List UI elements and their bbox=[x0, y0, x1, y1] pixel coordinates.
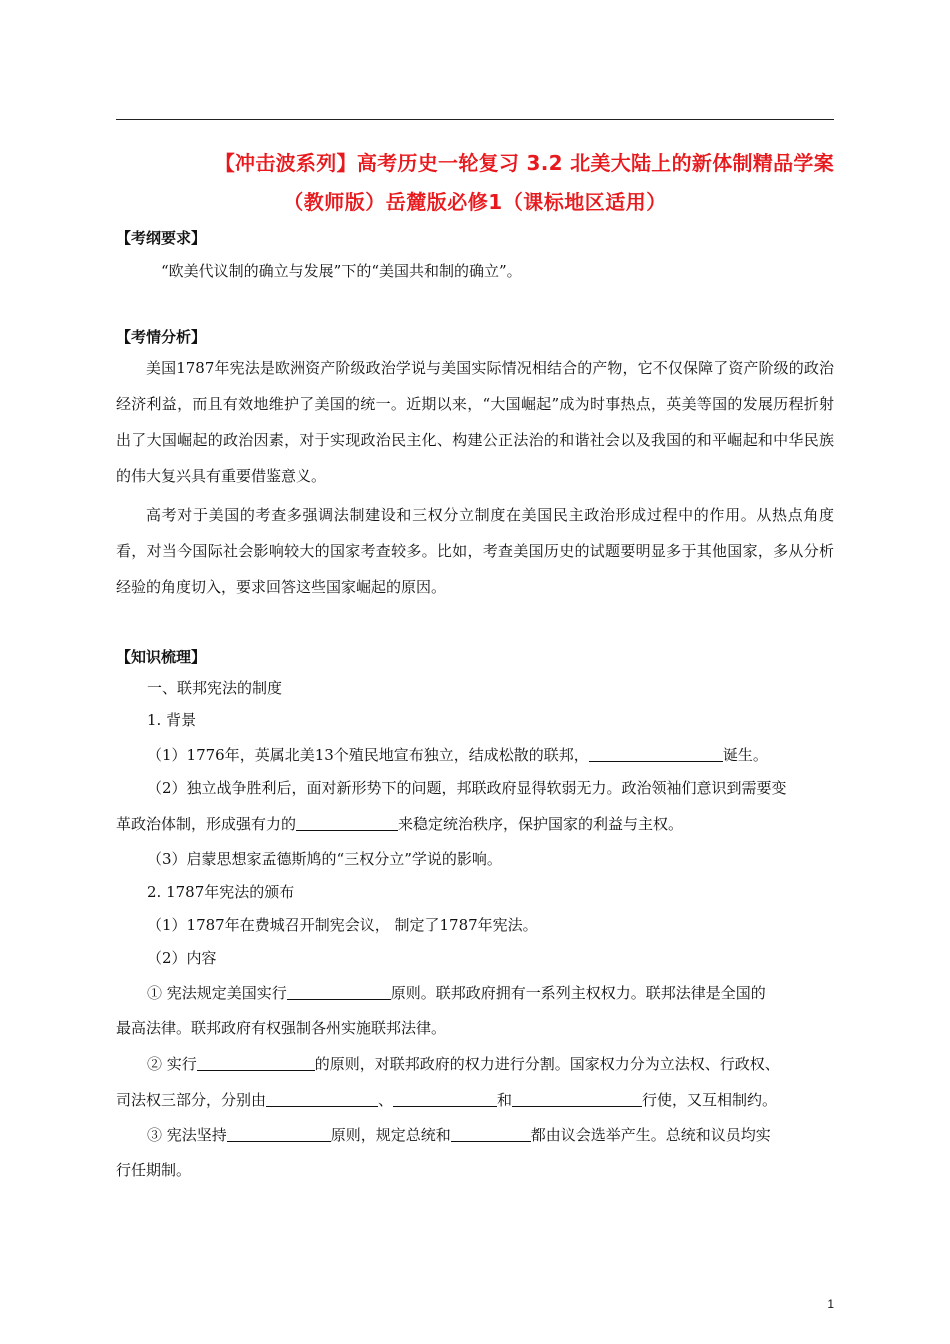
fill-blank[interactable] bbox=[512, 1090, 642, 1107]
content-point-1-line-2: 最高法律。联邦政府有权强制各州实施联邦法律。 bbox=[116, 1019, 447, 1037]
page-number: 1 bbox=[827, 1297, 834, 1311]
background-point-1 bbox=[147, 745, 768, 765]
title-line-2: （教师版）岳麓版必修1（课标地区适用） bbox=[283, 190, 667, 214]
background-point-2-line-1: （2）独立战争胜利后，面对新形势下的问题，邦联政府显得软弱无力。政治领袖们意识到需要变 bbox=[147, 779, 787, 797]
content-point-2-line-2 bbox=[116, 1090, 777, 1110]
background-point-3: （3）启蒙思想家孟德斯鸠的“三权分立”学说的影响。 bbox=[147, 850, 502, 868]
background-point-2-line-2 bbox=[116, 814, 683, 834]
content-point-2-line-1 bbox=[147, 1054, 780, 1074]
text-segment: ① 宪法规定美国实行 bbox=[147, 984, 287, 1002]
fill-blank[interactable] bbox=[296, 814, 398, 831]
text-segment: ③ 宪法坚持 bbox=[147, 1126, 227, 1144]
text-segment: 和 bbox=[497, 1091, 513, 1109]
text-segment: 来稳定统治秩序，保护国家的利益与主权。 bbox=[398, 815, 684, 833]
title-line-1: 【冲击波系列】高考历史一轮复习 3.2 北美大陆上的新体制精品学案 bbox=[214, 151, 834, 175]
content-point-1-line-1 bbox=[147, 983, 766, 1003]
text-segment: 、 bbox=[378, 1091, 394, 1109]
fill-blank[interactable] bbox=[287, 983, 391, 1000]
section-heading-syllabus: 【考纲要求】 bbox=[116, 229, 207, 247]
fill-blank[interactable] bbox=[589, 745, 723, 762]
text-segment: （1）1776年，英属北美13个殖民地宣布独立，结成松散的联邦， bbox=[147, 746, 589, 764]
analysis-paragraph-2: 高考对于美国的考查多强调法制建设和三权分立制度在美国民主政治形成过程中的作用。从热点角度看，对当今国际社会影响较大的国家考查较多。比如，考查美国历史的试题要明显多于其他国家，多从分析经验的角度切入，要求回答这些国家崛起的原因。 bbox=[116, 506, 834, 596]
analysis-paragraph-1: 美国1787年宪法是欧洲资产阶级政治学说与美国实际情况相结合的产物，它不仅保障了资产阶级的政治经济利益，而且有效地维护了美国的统一。近期以来，“大国崛起”成为时事热点，英美等国的发展历程折射出了大国崛起的政治因素，对于实现政治民主化、构建公正法治的和谐社会以及我国的和平崛起和中华民族的伟大复兴具有重要借鉴意义。 bbox=[116, 359, 834, 485]
fill-blank[interactable] bbox=[266, 1090, 378, 1107]
text-segment: 诞生。 bbox=[722, 746, 768, 764]
text-segment: 革政治体制，形成强有力的 bbox=[116, 815, 297, 833]
fill-blank[interactable] bbox=[197, 1054, 315, 1071]
text-segment: 原则。联邦政府拥有一系列主权权力。联邦法律是全国的 bbox=[390, 984, 766, 1002]
fill-blank[interactable] bbox=[393, 1090, 497, 1107]
constitution-point-2: （2）内容 bbox=[147, 949, 217, 967]
constitution-point-1: （1）1787年在费城召开制宪会议， 制定了1787年宪法。 bbox=[147, 916, 538, 934]
item-background: 1. 背景 bbox=[147, 711, 197, 729]
item-constitution: 2. 1787年宪法的颁布 bbox=[147, 883, 295, 901]
section-heading-knowledge: 【知识梳理】 bbox=[116, 648, 207, 666]
content-point-3-line-2: 行任期制。 bbox=[116, 1161, 192, 1179]
fill-blank[interactable] bbox=[227, 1125, 331, 1142]
text-segment: 司法权三部分，分别由 bbox=[116, 1091, 267, 1109]
section-heading-analysis: 【考情分析】 bbox=[116, 328, 207, 346]
subsection-title: 一、联邦宪法的制度 bbox=[147, 679, 283, 697]
fill-blank[interactable] bbox=[451, 1125, 531, 1142]
content-point-3-line-1 bbox=[147, 1125, 771, 1145]
text-segment: 都由议会选举产生。总统和议员均实 bbox=[530, 1126, 771, 1144]
text-segment: 原则，规定总统和 bbox=[330, 1126, 451, 1144]
text-segment: 行使，又互相制约。 bbox=[642, 1091, 778, 1109]
syllabus-text: “欧美代议制的确立与发展”下的“美国共和制的确立”。 bbox=[161, 262, 522, 280]
text-segment: 的原则，对联邦政府的权力进行分割。国家权力分为立法权、行政权、 bbox=[314, 1055, 780, 1073]
header-rule bbox=[116, 119, 834, 120]
text-segment: ② 实行 bbox=[147, 1055, 197, 1073]
